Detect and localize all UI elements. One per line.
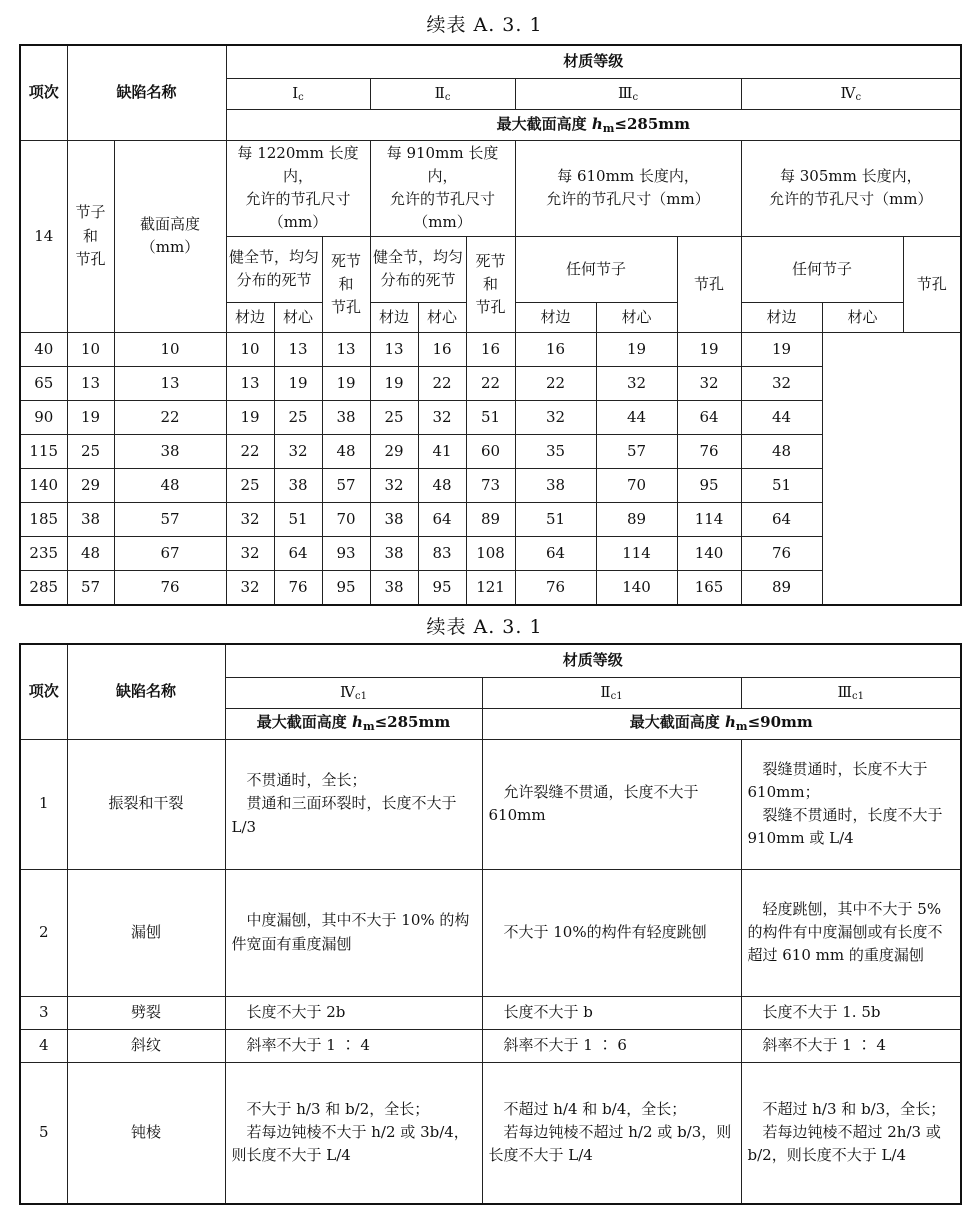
size-value: 121 xyxy=(466,571,515,605)
size-value: 32 xyxy=(418,401,466,435)
size-value: 95 xyxy=(418,571,466,605)
cell-line: 允许裂缝不贯通，长度不大于 610mm xyxy=(488,782,699,824)
cell-line: 中度漏刨，其中不大于 10% 的构件宽面有重度漏刨 xyxy=(231,911,470,953)
size-value: 67 xyxy=(114,537,226,571)
size-value: 25 xyxy=(226,469,274,503)
defect-table xyxy=(19,643,962,1205)
size-value: 38 xyxy=(114,435,226,469)
size-value: 76 xyxy=(677,435,741,469)
requirement-c3 xyxy=(741,1029,961,1062)
size-value: 22 xyxy=(466,367,515,401)
size-value: 25 xyxy=(274,401,322,435)
edge-header: 材边 xyxy=(741,302,822,332)
requirement-c2 xyxy=(482,1062,741,1204)
size-value: 32 xyxy=(677,367,741,401)
size-value: 19 xyxy=(322,367,370,401)
size-value: 13 xyxy=(114,367,226,401)
cell-line: 和 xyxy=(338,274,354,293)
range-3 xyxy=(515,140,741,236)
size-value: 10 xyxy=(67,333,114,367)
size-value: 57 xyxy=(596,435,677,469)
size-value: 32 xyxy=(226,537,274,571)
cell-line: 节孔 xyxy=(331,298,362,317)
cell-line: 每 305mm 长度内， xyxy=(779,166,922,185)
size-value: 32 xyxy=(741,367,822,401)
size-value: 22 xyxy=(114,401,226,435)
size-value: 83 xyxy=(418,537,466,571)
size-value: 16 xyxy=(418,333,466,367)
cell-line: 死节 xyxy=(475,251,506,270)
sound-knot-header xyxy=(370,236,466,302)
size-value: 38 xyxy=(370,571,418,605)
table-row xyxy=(20,869,961,996)
cell-line: 和 xyxy=(483,274,499,293)
knot-hole-header: 节孔 xyxy=(677,236,741,332)
requirement-c2 xyxy=(482,869,741,996)
cell-line: （mm） xyxy=(413,213,472,232)
requirement-c1 xyxy=(225,1029,482,1062)
item-number: 3 xyxy=(20,996,67,1029)
section-label: 截面高度 xyxy=(140,215,201,234)
requirement-c1 xyxy=(225,869,482,996)
size-value: 29 xyxy=(67,469,114,503)
sound-knot-header xyxy=(226,236,322,302)
section-height-value: 235 xyxy=(20,537,67,571)
size-value: 76 xyxy=(114,571,226,605)
cell-line: 允许的节孔尺寸（mm） xyxy=(546,190,710,209)
cell-line: 健全节，均匀 xyxy=(229,248,320,267)
table-row xyxy=(20,1029,961,1062)
edge-header: 材边 xyxy=(226,302,274,332)
defect-name: 劈裂 xyxy=(67,996,225,1029)
size-value: 57 xyxy=(114,503,226,537)
grade-header: 材质等级 xyxy=(226,45,961,78)
size-value: 13 xyxy=(67,367,114,401)
max-height-90-cell: 最大截面高度 $h_m\le 90mm$ xyxy=(482,708,961,739)
size-value: 32 xyxy=(226,571,274,605)
size-value: 29 xyxy=(370,435,418,469)
section-height-value: 115 xyxy=(20,435,67,469)
size-value: 19 xyxy=(596,333,677,367)
size-value: 38 xyxy=(515,469,596,503)
cell-line: 每 610mm 长度内， xyxy=(557,166,699,185)
cell-line: 斜率不大于 1 ∶ 4 xyxy=(747,1035,886,1054)
range-4 xyxy=(741,140,961,236)
table-row xyxy=(20,469,961,503)
grade-2: $Ⅱ_{c1}$ xyxy=(482,677,741,708)
size-value: 19 xyxy=(370,367,418,401)
section-height-value: 40 xyxy=(20,333,67,367)
center-header: 材心 xyxy=(822,302,903,332)
table-row xyxy=(20,1062,961,1204)
range-1 xyxy=(226,140,370,236)
cell-line: 允许的节孔尺寸（mm） xyxy=(769,190,933,209)
defect-name: 振裂和干裂 xyxy=(67,739,225,869)
size-value: 32 xyxy=(226,503,274,537)
section-height-header xyxy=(114,140,226,332)
cell-line: 长度不大于 2b xyxy=(231,1002,346,1021)
cell-line: 不大于 h/3 和 b/2，全长； xyxy=(231,1099,430,1118)
grade-1: $Ⅰ_c$ xyxy=(226,78,370,109)
size-value: 22 xyxy=(515,367,596,401)
size-value: 89 xyxy=(466,503,515,537)
requirement-c3 xyxy=(741,869,961,996)
size-value: 57 xyxy=(67,571,114,605)
defect-name xyxy=(67,140,114,332)
item-number: 5 xyxy=(20,1062,67,1204)
max-height-cell: 最大截面高度 $h_m\le 285mm$ xyxy=(226,109,961,140)
size-value: 48 xyxy=(741,435,822,469)
cell-line: 节孔 xyxy=(475,298,506,317)
size-value: 22 xyxy=(418,367,466,401)
size-value: 89 xyxy=(741,571,822,605)
size-value: 32 xyxy=(596,367,677,401)
size-value: 35 xyxy=(515,435,596,469)
size-value: 64 xyxy=(741,503,822,537)
section-height-value: 285 xyxy=(20,571,67,605)
size-value: 13 xyxy=(322,333,370,367)
table-row xyxy=(20,435,961,469)
size-value: 10 xyxy=(226,333,274,367)
size-value: 48 xyxy=(67,537,114,571)
size-value: 89 xyxy=(596,503,677,537)
cell-line: 不超过 h/4 和 b/4，全长； xyxy=(488,1099,687,1118)
size-value: 22 xyxy=(226,435,274,469)
section-height-value: 140 xyxy=(20,469,67,503)
requirement-c2 xyxy=(482,996,741,1029)
cell-line: 节孔 xyxy=(75,249,106,268)
size-value: 32 xyxy=(515,401,596,435)
item-header: 项次 xyxy=(20,45,67,140)
size-value: 32 xyxy=(370,469,418,503)
item-number: 4 xyxy=(20,1029,67,1062)
size-value: 41 xyxy=(418,435,466,469)
size-value: 48 xyxy=(322,435,370,469)
requirement-c3 xyxy=(741,1062,961,1204)
size-value: 16 xyxy=(466,333,515,367)
size-value: 64 xyxy=(515,537,596,571)
size-value: 10 xyxy=(114,333,226,367)
size-value: 19 xyxy=(677,333,741,367)
size-value: 73 xyxy=(466,469,515,503)
defect-header: 缺陷名称 xyxy=(67,644,225,739)
requirement-c1 xyxy=(225,996,482,1029)
size-value: 64 xyxy=(677,401,741,435)
table2-caption: 续表 A. 3. 1 xyxy=(426,616,543,638)
size-value: 140 xyxy=(596,571,677,605)
size-value: 44 xyxy=(596,401,677,435)
center-header: 材心 xyxy=(596,302,677,332)
size-value: 70 xyxy=(596,469,677,503)
size-value: 76 xyxy=(515,571,596,605)
requirement-c2 xyxy=(482,1029,741,1062)
size-value: 140 xyxy=(677,537,741,571)
cell-line: 裂缝不贯通时，长度不大于 910mm 或 L/4 xyxy=(747,806,943,848)
edge-header: 材边 xyxy=(515,302,596,332)
cell-line: 死节 xyxy=(331,251,362,270)
size-value: 51 xyxy=(515,503,596,537)
defect-header: 缺陷名称 xyxy=(67,45,226,140)
requirement-c3 xyxy=(741,739,961,869)
any-knot-header: 任何节子 xyxy=(741,236,903,302)
size-value: 38 xyxy=(274,469,322,503)
size-value: 44 xyxy=(741,401,822,435)
size-value: 57 xyxy=(322,469,370,503)
requirement-c2 xyxy=(482,739,741,869)
size-value: 114 xyxy=(677,503,741,537)
cell-line: （mm） xyxy=(268,213,328,232)
knot-hole-header: 节孔 xyxy=(903,236,961,332)
table-row xyxy=(20,739,961,869)
size-value: 76 xyxy=(274,571,322,605)
requirement-c1 xyxy=(225,1062,482,1204)
grade-header: 材质等级 xyxy=(225,644,961,677)
grade-3: $Ⅲ_{c1}$ xyxy=(741,677,961,708)
size-value: 16 xyxy=(515,333,596,367)
section-height-value: 90 xyxy=(20,401,67,435)
requirement-c3 xyxy=(741,996,961,1029)
cell-line: 和 xyxy=(82,226,98,245)
defect-name: 漏刨 xyxy=(67,869,225,996)
dead-knot-header xyxy=(466,236,515,332)
section-height-value: 185 xyxy=(20,503,67,537)
size-value: 13 xyxy=(226,367,274,401)
size-value: 19 xyxy=(274,367,322,401)
cell-line: 分布的死节 xyxy=(236,271,312,290)
dead-knot-header xyxy=(322,236,370,332)
table1-caption: 续表 A. 3. 1 xyxy=(426,14,543,36)
cell-line: 允许的节孔尺寸 xyxy=(390,190,496,209)
size-value: 25 xyxy=(370,401,418,435)
grade-2: $Ⅱ_c$ xyxy=(370,78,515,109)
size-value: 64 xyxy=(418,503,466,537)
cell-line: 斜率不大于 1 ∶ 4 xyxy=(231,1035,370,1054)
size-value: 38 xyxy=(322,401,370,435)
table-row xyxy=(20,333,961,367)
section-height-value: 65 xyxy=(20,367,67,401)
cell-line: 不超过 h/3 和 b/3，全长； xyxy=(747,1099,946,1118)
knot-table xyxy=(19,44,962,606)
size-value: 13 xyxy=(274,333,322,367)
table-row xyxy=(20,571,961,605)
max-height-285-cell: 最大截面高度 $h_m\le 285mm$ xyxy=(225,708,482,739)
item-number: 14 xyxy=(20,140,67,332)
size-value: 93 xyxy=(322,537,370,571)
edge-header: 材边 xyxy=(370,302,418,332)
cell-line: 每 910mm 长度内， xyxy=(386,143,499,185)
defect-name: 斜纹 xyxy=(67,1029,225,1062)
size-value: 19 xyxy=(226,401,274,435)
cell-line: 分布的死节 xyxy=(380,271,456,290)
size-value: 38 xyxy=(370,537,418,571)
cell-line: 贯通和三面环裂时，长度不大于 L/3 xyxy=(231,794,457,836)
center-header: 材心 xyxy=(274,302,322,332)
cell-line: 长度不大于 1. 5b xyxy=(747,1002,881,1021)
center-header: 材心 xyxy=(418,302,466,332)
size-value: 70 xyxy=(322,503,370,537)
grade-4: $Ⅳ_c$ xyxy=(741,78,961,109)
size-value: 19 xyxy=(741,333,822,367)
grade-1: $Ⅳ_{c1}$ xyxy=(225,677,482,708)
size-value: 165 xyxy=(677,571,741,605)
item-number: 1 xyxy=(20,739,67,869)
cell-line: 长度不大于 b xyxy=(488,1002,593,1021)
cell-line: 不贯通时，全长； xyxy=(231,771,367,790)
table-row xyxy=(20,996,961,1029)
size-value: 64 xyxy=(274,537,322,571)
size-value: 108 xyxy=(466,537,515,571)
cell-line: 允许的节孔尺寸 xyxy=(245,190,351,209)
cell-line: 轻度跳刨，其中不大于 5%的构件有中度漏刨或有长度不超过 610 mm 的重度漏刨 xyxy=(747,899,943,965)
size-value: 48 xyxy=(418,469,466,503)
section-unit: （mm） xyxy=(140,238,200,257)
cell-line: 不大于 10%的构件有轻度跳刨 xyxy=(488,922,707,941)
cell-line: 裂缝贯通时，长度不大于 610mm； xyxy=(747,759,928,801)
table-row xyxy=(20,401,961,435)
table-row xyxy=(20,503,961,537)
size-value: 38 xyxy=(67,503,114,537)
cell-line: 若每边钝棱不大于 h/2 或 3b/4，则长度不大于 L/4 xyxy=(231,1123,469,1165)
item-number: 2 xyxy=(20,869,67,996)
table-row xyxy=(20,367,961,401)
cell-line: 若每边钝棱不超过 h/2 或 b/3，则长度不大于 L/4 xyxy=(488,1123,732,1165)
size-value: 114 xyxy=(596,537,677,571)
size-value: 32 xyxy=(274,435,322,469)
size-value: 51 xyxy=(741,469,822,503)
size-value: 95 xyxy=(677,469,741,503)
size-value: 19 xyxy=(67,401,114,435)
table-row xyxy=(20,537,961,571)
grade-3: $Ⅲ_c$ xyxy=(515,78,741,109)
defect-name: 钝棱 xyxy=(67,1062,225,1204)
cell-line: 若每边钝棱不超过 2h/3 或 b/2，则长度不大于 L/4 xyxy=(747,1123,941,1165)
cell-line: 每 1220mm 长度内， xyxy=(237,143,359,185)
cell-line: 节子 xyxy=(75,203,106,222)
size-value: 38 xyxy=(370,503,418,537)
cell-line: 斜率不大于 1 ∶ 6 xyxy=(488,1035,627,1054)
size-value: 60 xyxy=(466,435,515,469)
size-value: 76 xyxy=(741,537,822,571)
cell-line: 健全节，均匀 xyxy=(373,248,464,267)
requirement-c1 xyxy=(225,739,482,869)
size-value: 13 xyxy=(370,333,418,367)
size-value: 48 xyxy=(114,469,226,503)
item-header: 项次 xyxy=(20,644,67,739)
range-2 xyxy=(370,140,515,236)
size-value: 95 xyxy=(322,571,370,605)
size-value: 51 xyxy=(274,503,322,537)
size-value: 51 xyxy=(466,401,515,435)
any-knot-header: 任何节子 xyxy=(515,236,677,302)
size-value: 25 xyxy=(67,435,114,469)
